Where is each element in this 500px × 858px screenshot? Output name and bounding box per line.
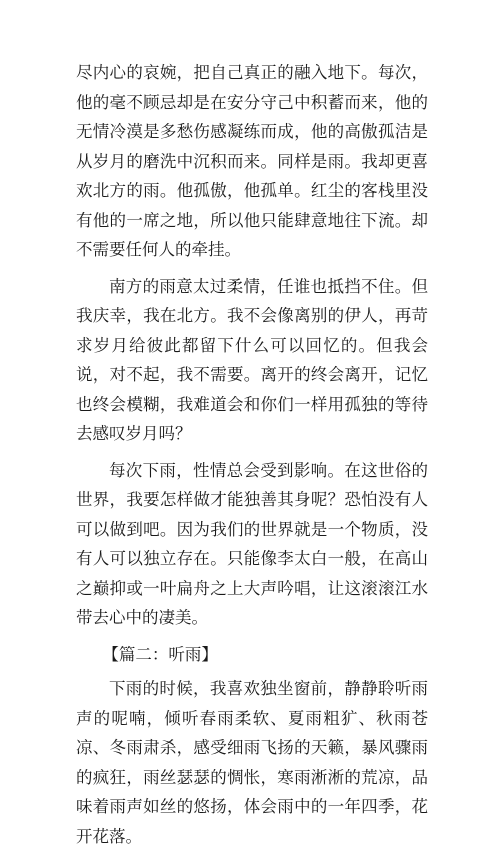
- document-page: [76, 58, 428, 858]
- paragraph-south-rain: 南方的雨意太过柔情，任谁也抵挡不住。但我庆幸，我在北方。我不会像离别的伊人，再苛求岁月给彼此都留下什么可以回忆的。但我会说，对不起，我不需要。离开的终会离开，记忆也终会模糊，我难道会和你们一样用孤独的等待去感叹岁月吗？: [76, 276, 428, 443]
- section-heading: 【篇二：听雨】: [102, 644, 218, 664]
- paragraph-listen-rain: 下雨的时候，我喜欢独坐窗前，静静聆听雨声的呢喃，倾听春雨柔软、夏雨粗犷、秋雨苍凉、冬雨肃杀，感受细雨飞扬的天籁，暴风骤雨的疯狂，雨丝瑟瑟的惆怅，寒雨淅淅的荒凉，品味着雨声如丝的悠扬，体会雨中的一年四季，花开花落。: [76, 679, 428, 846]
- paragraph-every-rain: 每次下雨，性情总会受到影响。在这世俗的世界，我要怎样做才能独善其身呢？恐怕没有人可以做到吧。因为我们的世界就是一个物质，没有人可以独立存在。只能像李太白一般，在高山之巅抑或一叶扁舟之上大声吟唱，让这滚滚江水带去心中的凄美。: [76, 460, 428, 627]
- paragraph-continuation: 尽内心的哀婉，把自己真正的融入地下。每次，他的毫不顾忌却是在安分守己中积蓄而来，他的无情冷漠是多愁伤感凝练而成，他的高傲孤洁是从岁月的磨洗中沉积而来。同样是雨。我却更喜欢北方的雨。他孤傲，他孤单。红尘的客栈里没有他的一席之地，所以他只能肆意地往下流。却不需要任何人的牵挂。: [76, 63, 428, 259]
